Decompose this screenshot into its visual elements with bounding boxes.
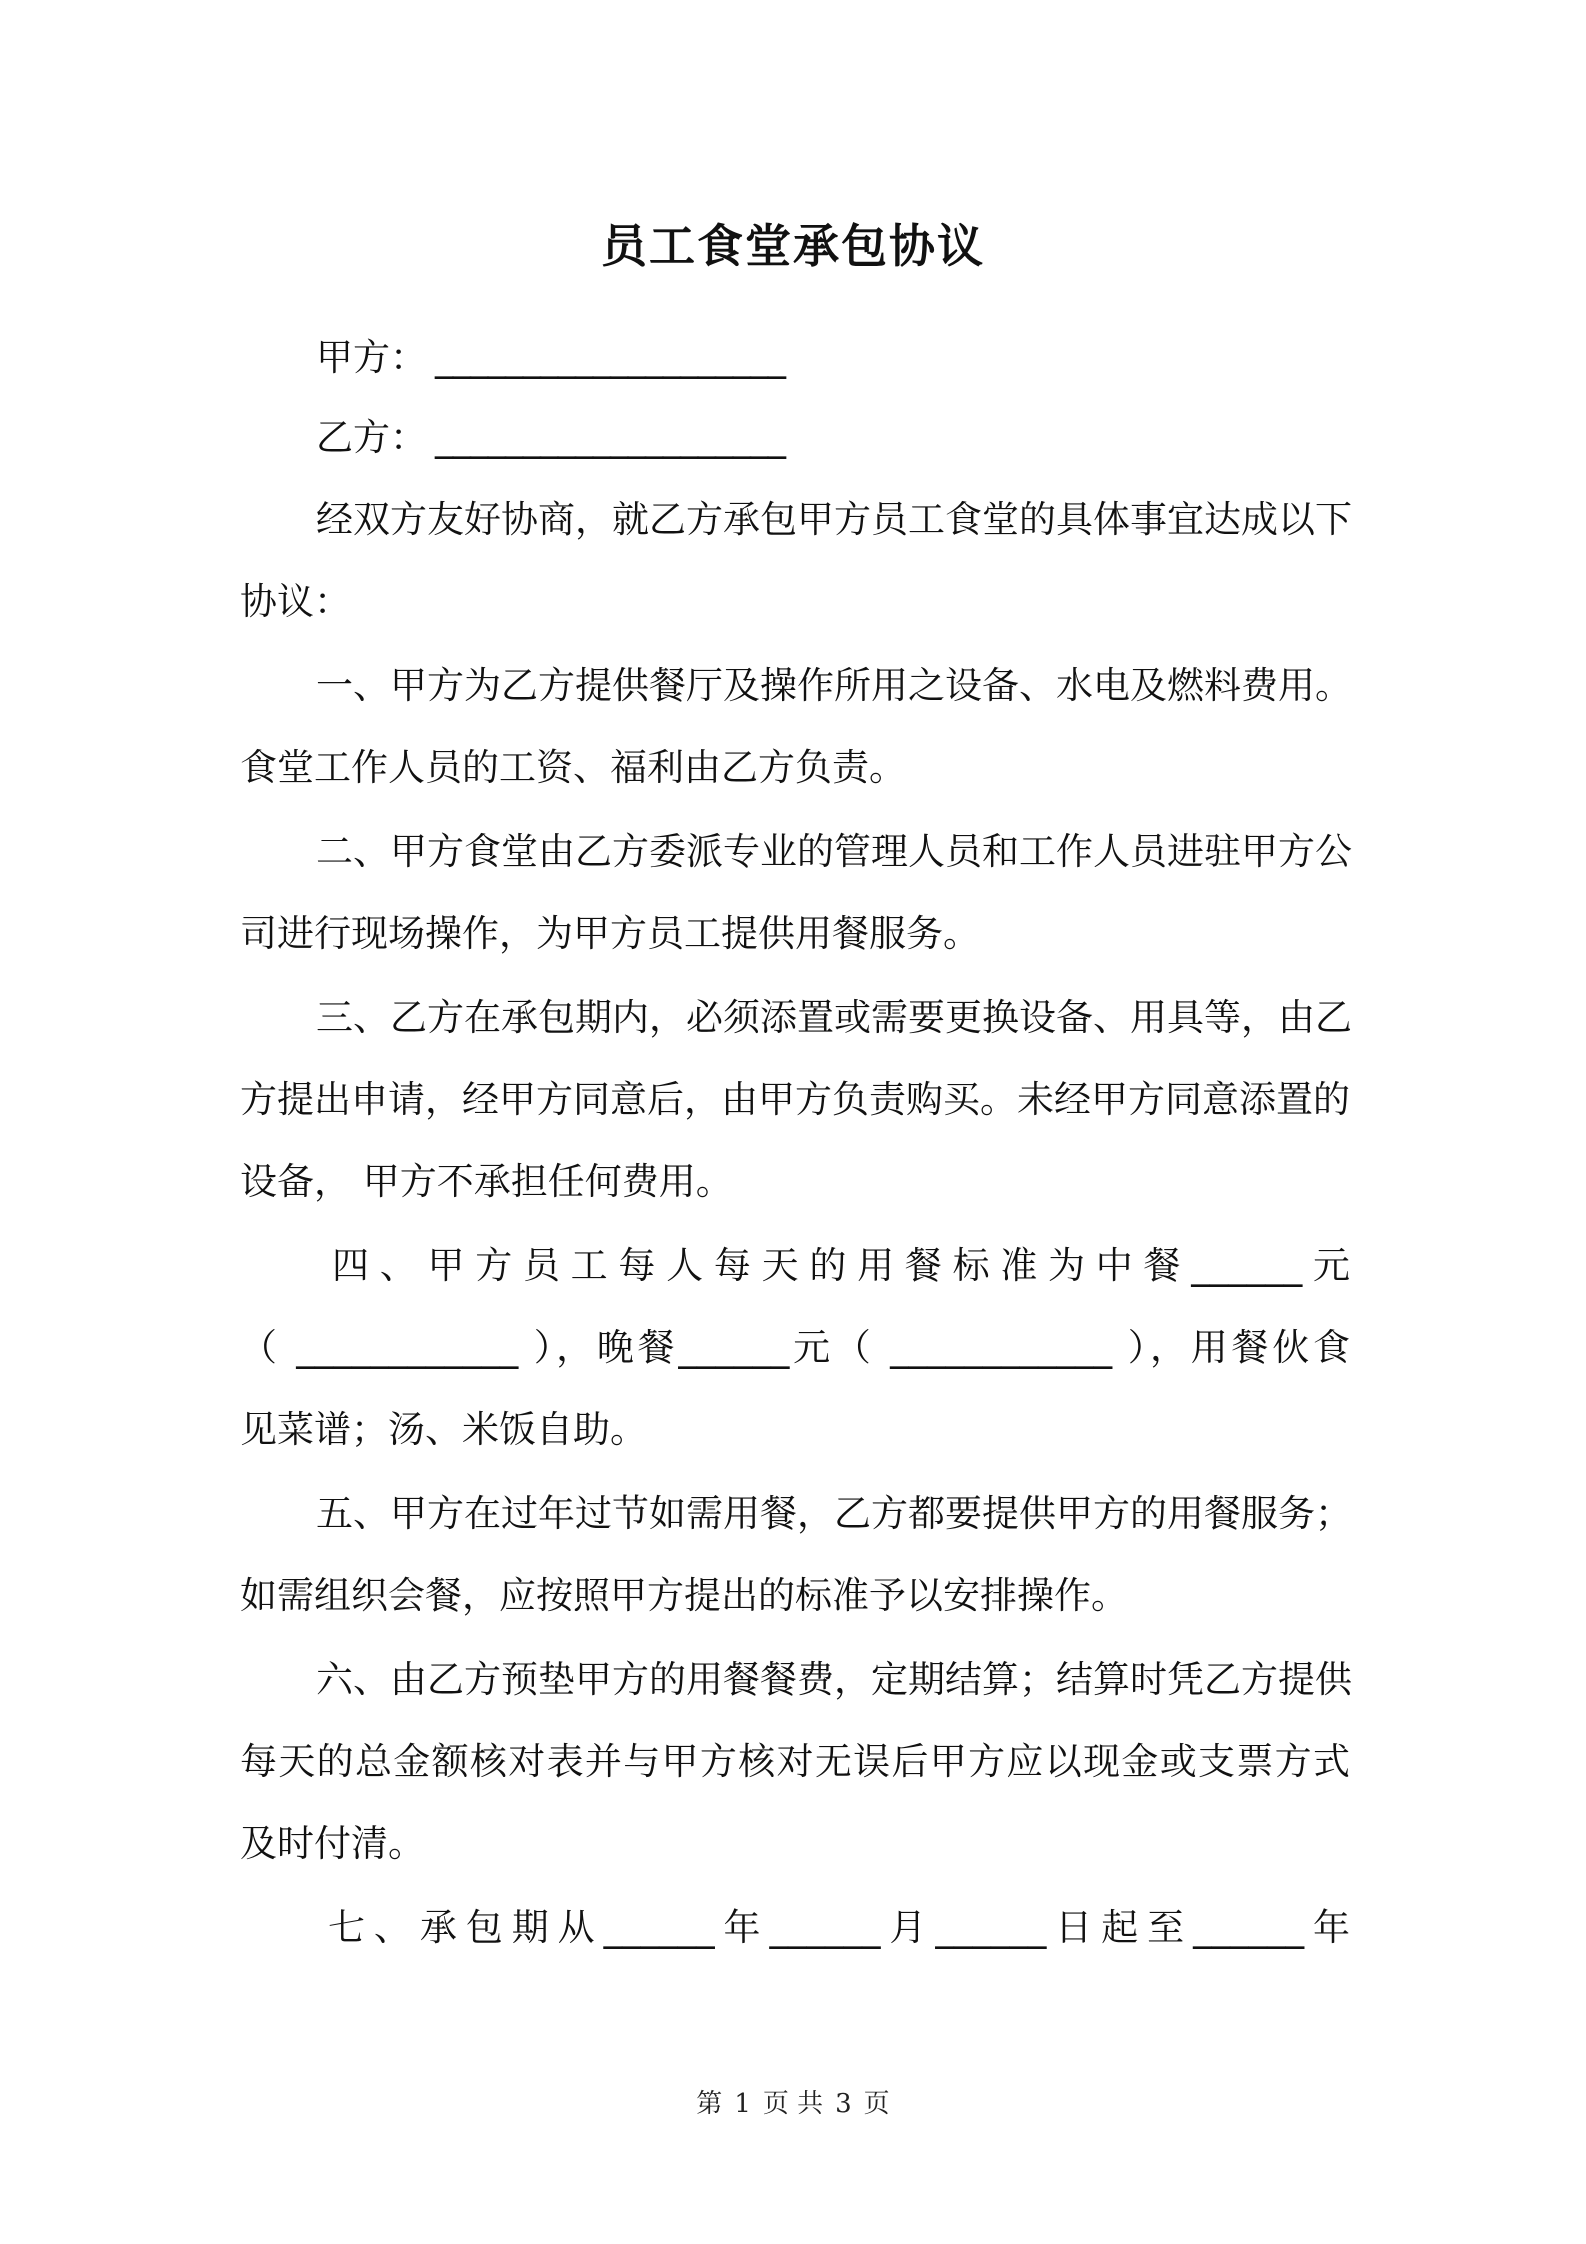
paragraph-line: 三、乙方在承包期内，必须添置或需要更换设备、用具等，由乙 — [316, 996, 1352, 1039]
paragraph-line: 司进行现场操作，为甲方员工提供用餐服务。 — [240, 912, 980, 955]
page-total: 3 — [835, 2089, 852, 2119]
paragraph-line: 如需组织会餐，应按照甲方提出的标准予以安排操作。 — [240, 1574, 1128, 1617]
paragraph-line: 四、甲方员工每人每天的用餐标准为中餐______元 — [332, 1244, 1350, 1287]
paragraph-line: 及时付清。 — [240, 1822, 425, 1865]
paragraph-line: 六、由乙方预垫甲方的用餐餐费，定期结算；结算时凭乙方提供 — [316, 1658, 1352, 1701]
party-a-label: 甲方： — [316, 336, 427, 379]
paragraph-line: 二、甲方食堂由乙方委派专业的管理人员和工作人员进驻甲方公 — [316, 830, 1352, 873]
document-title: 员工食堂承包协议 — [601, 219, 985, 273]
paragraph-line: 七、承包期从______年______月______日起至______年 — [328, 1906, 1350, 1949]
paragraph-line: 见菜谱；汤、米饭自助。 — [240, 1408, 647, 1451]
party-b-blank: ____________________ — [435, 416, 785, 459]
paragraph-line: 每天的总金额核对表并与甲方核对无误后甲方应以现金或支票方式 — [240, 1740, 1350, 1783]
page-number: 1 — [734, 2089, 751, 2119]
paragraph-line: 一、甲方为乙方提供餐厅及操作所用之设备、水电及燃料费用。 — [316, 664, 1352, 707]
page-suffix: 页 — [863, 2089, 890, 2119]
party-b-label: 乙方： — [316, 416, 427, 459]
page-footer — [0, 2086, 1586, 2122]
paragraph-line: 食堂工作人员的工资、福利由乙方负责。 — [240, 746, 906, 789]
paragraph-line: 经双方友好协商，就乙方承包甲方员工食堂的具体事宜达成以下 — [316, 498, 1352, 541]
party-a-blank: ____________________ — [435, 336, 785, 379]
paragraph-line: 协议： — [240, 580, 351, 623]
page-prefix: 第 — [696, 2089, 723, 2119]
paragraph-line: 设备， 甲方不承担任何费用。 — [240, 1160, 733, 1203]
party-b-line — [240, 410, 1350, 466]
paragraph-line: （ ____________ ），晚餐______元（ ____________ ），用餐伙食 — [240, 1326, 1350, 1369]
party-a-line — [240, 330, 1350, 386]
page-mid: 页 共 — [762, 2089, 824, 2119]
paragraph-line: 方提出申请，经甲方同意后，由甲方负责购买。未经甲方同意添置的 — [240, 1078, 1350, 1121]
paragraph-line: 五、甲方在过年过节如需用餐，乙方都要提供甲方的用餐服务； — [316, 1492, 1352, 1535]
